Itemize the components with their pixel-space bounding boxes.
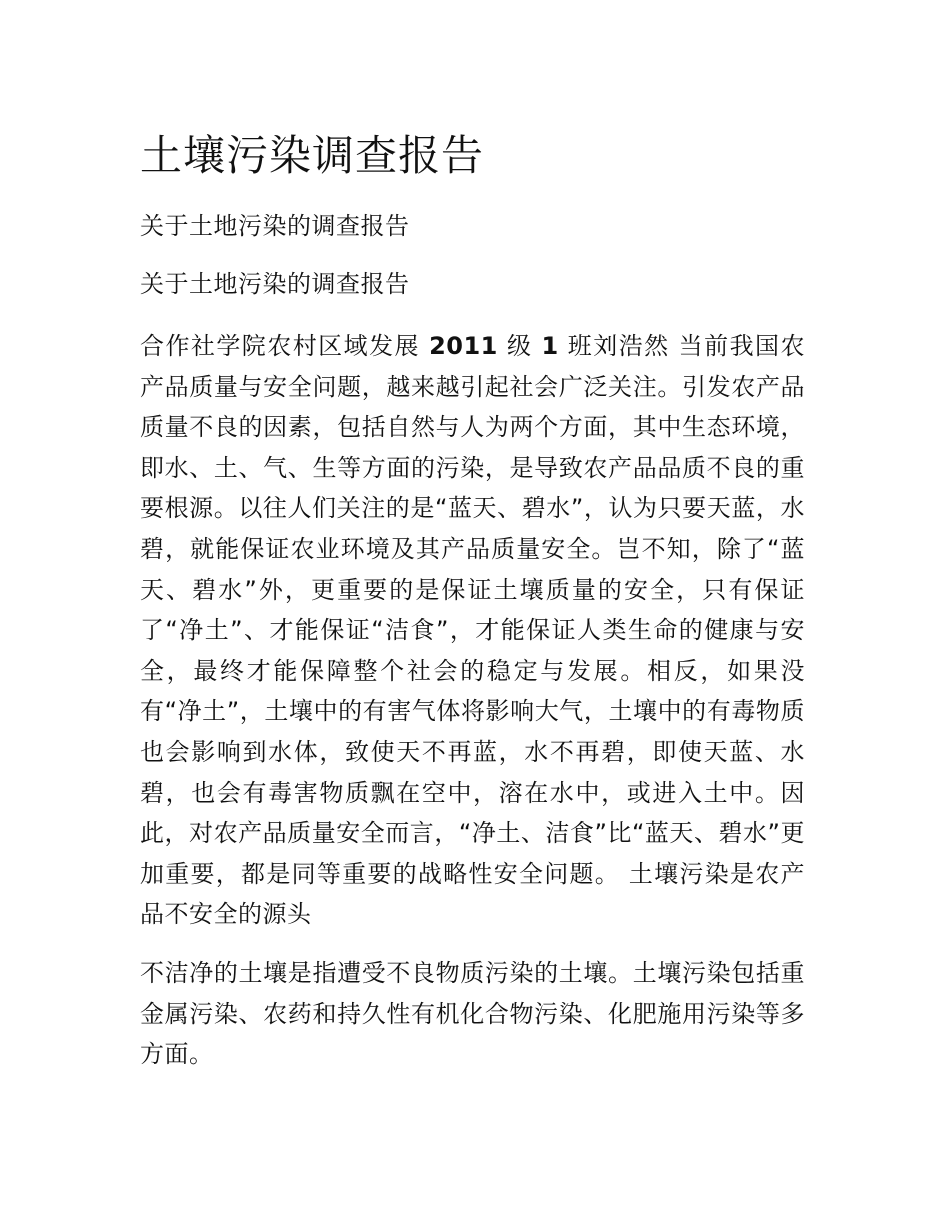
intro-mid: 级 [497,332,542,360]
intro-class-number: 1 [541,332,559,360]
subtitle-2: 关于土地污染的调查报告 [140,270,410,298]
subtitle-1: 关于土地污染的调查报告 [140,212,410,240]
paragraph-intro [140,326,805,935]
document-body [140,128,805,1093]
intro-prefix: 合作社学院农村区域发展 [140,332,430,360]
intro-year: 2011 [429,332,498,360]
intro-body: 班刘浩然 当前我国农产品质量与安全问题，越来越引起社会广泛关注。引发农产品质量不良的因素，包括自然与人为两个方面，其中生态环境，即水、土、气、生等方面的污染，是导致农产品品质不良的重要根源。以往人们关注的是“蓝天、碧水”，认为只要天蓝，水碧，就能保证农业环境及其产品质量安全。岂不知，除了“蓝天、碧水”外，更重要的是保证土壤质量的安全，只有保证了“净土”、才能保证“洁食”，才能保证人类生命的健康与安全，最终才能保障整个社会的稳定与发展。相反，如果没有“净土”，土壤中的有害气体将影响大气，土壤中的有毒物质也会影响到水体，致使天不再蓝，水不再碧，即使天蓝、水碧，也会有毒害物质飘在空中，溶在水中，或进入土中。因此，对农产品质量安全而言，“净土、洁食”比“蓝天、碧水”更加重要，都是同等重要的战略性安全问题。 土壤污染是农产品不安全的源头 [140,332,805,929]
paragraph-soil-definition: 不洁净的土壤是指遭受不良物质污染的土壤。土壤污染包括重金属污染、农药和持久性有机化合物污染、化肥施用污染等多方面。 [140,958,805,1069]
document-title: 土壤污染调查报告 [140,131,485,180]
